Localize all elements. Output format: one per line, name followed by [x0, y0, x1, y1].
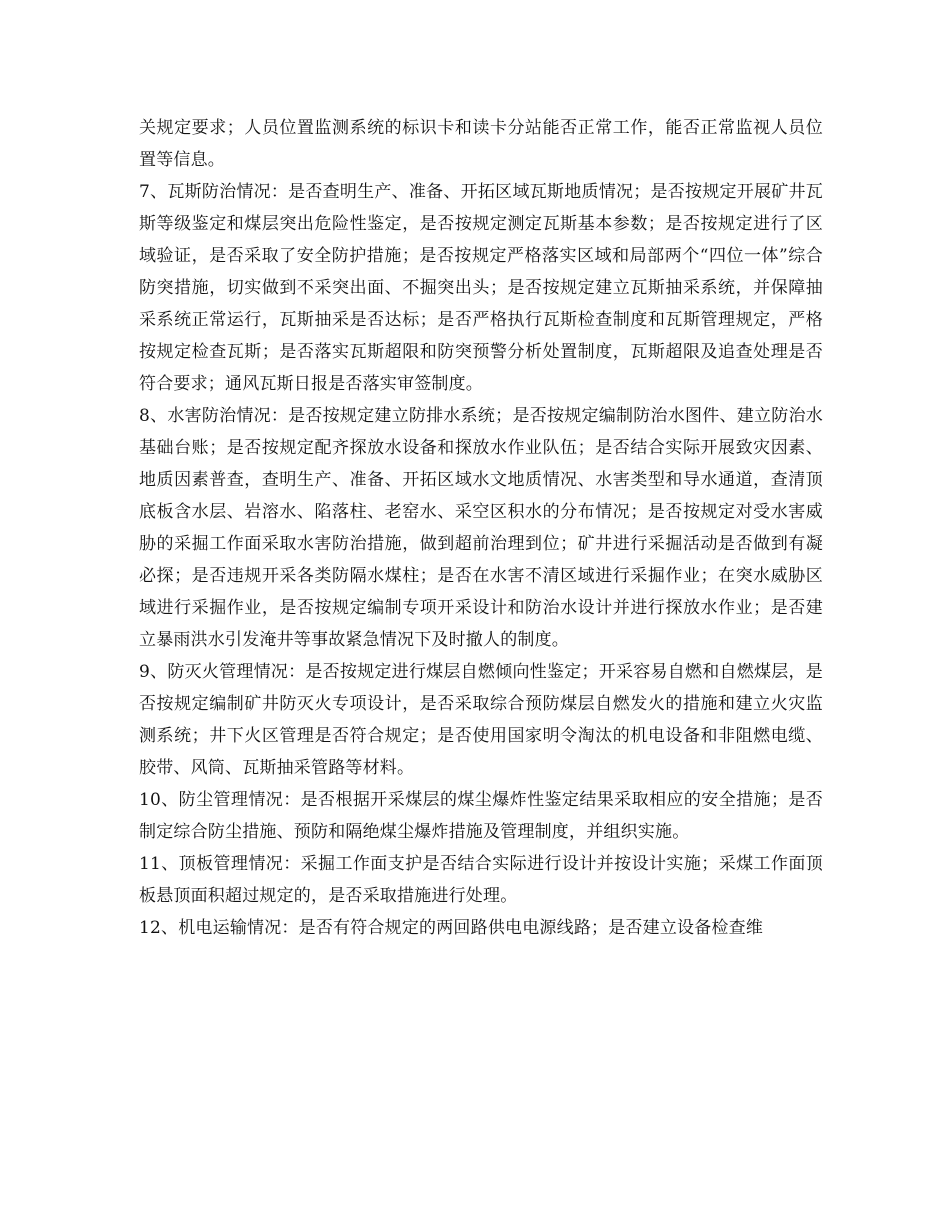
document-body — [139, 112, 823, 944]
paragraph-electromechanical-transport: 12、机电运输情况：是否有符合规定的两回路供电电源线路；是否建立设备检查维 — [139, 918, 764, 938]
paragraph-gas-prevention: 7、瓦斯防治情况：是否查明生产、准备、开拓区域瓦斯地质情况；是否按规定开展矿井瓦斯等级鉴定和煤层突出危险性鉴定，是否按规定测定瓦斯基本参数；是否按规定进行了区域验证，是否采取了安全防护措施；是否按规定严格落实区域和局部两个“四位一体”综合防突措施，切实做到不采突出面、不掘突出头；是否按规定建立瓦斯抽采系统，并保障抽采系统正常运行，瓦斯抽采是否达标；是否严格执行瓦斯检查制度和瓦斯管理规定，严格按规定检查瓦斯；是否落实瓦斯超限和防突预警分析处置制度，瓦斯超限及追查处理是否符合要求；通风瓦斯日报是否落实审签制度。 — [139, 182, 823, 394]
paragraph-water-hazard-prevention: 8、水害防治情况：是否按规定建立防排水系统；是否按规定编制防治水图件、建立防治水基础台账；是否按规定配齐探放水设备和探放水作业队伍；是否结合实际开展致灾因素、地质因素普查，查明生产、准备、开拓区域水文地质情况、水害类型和导水通道，查清顶底板含水层、岩溶水、陷落柱、老窑水、采空区积水的分布情况；是否按规定对受水害威胁的采掘工作面采取水害防治措施，做到超前治理到位；矿井进行采掘活动是否做到有凝必探；是否违规开采各类防隔水煤柱；是否在水害不清区域进行采掘作业；在突水威胁区域进行采掘作业，是否按规定编制专项开采设计和防治水设计并进行探放水作业；是否建立暴雨洪水引发淹井等事故紧急情况下及时撤人的制度。 — [139, 406, 823, 650]
paragraph-roof-management: 11、顶板管理情况：采掘工作面支护是否结合实际进行设计并按设计实施；采煤工作面顶板悬顶面积超过规定的，是否采取措施进行处理。 — [139, 854, 823, 906]
paragraph-personnel-monitoring: 关规定要求；人员位置监测系统的标识卡和读卡分站能否正常工作，能否正常监视人员位置等信息。 — [139, 118, 823, 170]
paragraph-fire-prevention: 9、防灭火管理情况：是否按规定进行煤层自燃倾向性鉴定；开采容易自燃和自燃煤层，是否按规定编制矿井防灭火专项设计，是否采取综合预防煤层自燃发火的措施和建立火灾监测系统；井下火区管理是否符合规定；是否使用国家明令淘汰的机电设备和非阻燃电缆、胶带、风筒、瓦斯抽采管路等材料。 — [139, 662, 823, 778]
paragraph-dust-prevention: 10、防尘管理情况：是否根据开采煤层的煤尘爆炸性鉴定结果采取相应的安全措施；是否制定综合防尘措施、预防和隔绝煤尘爆炸措施及管理制度，并组织实施。 — [139, 790, 823, 842]
